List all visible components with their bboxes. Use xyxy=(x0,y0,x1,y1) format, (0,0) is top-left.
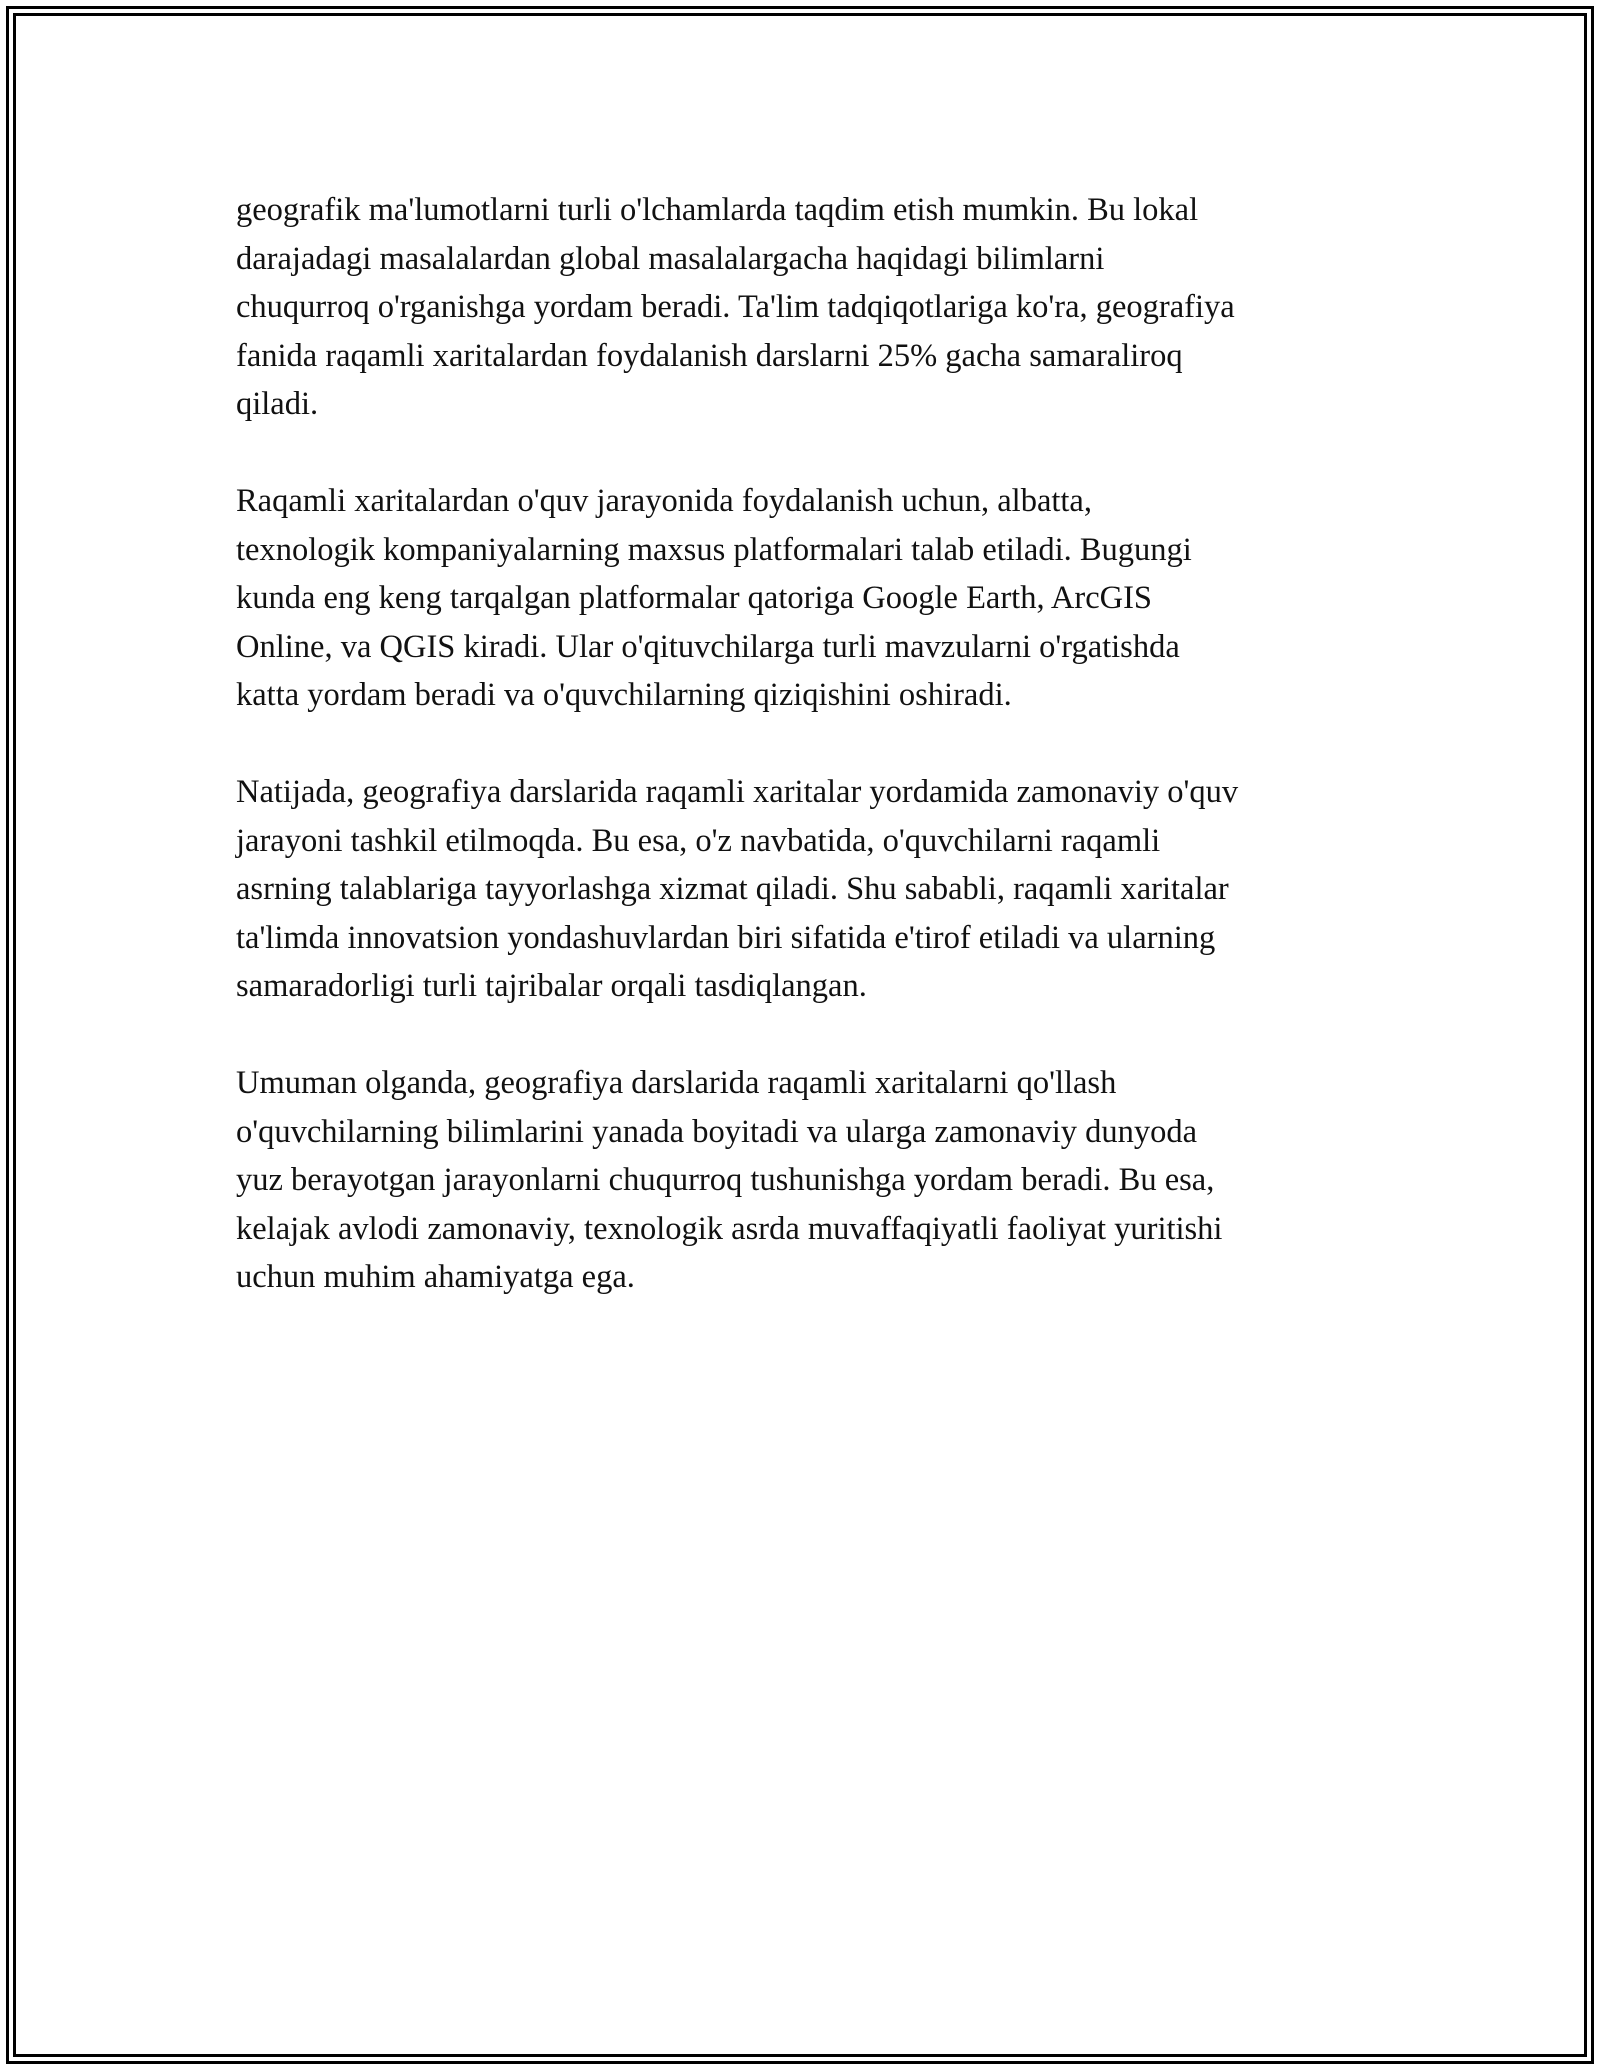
paragraph: Natijada, geografiya darslarida raqamli xaritalar yordamida zamonaviy o'quv jarayoni tashkil etilmoqda. Bu esa, o'z navbatida, o'quvchilarni raqamli asrning talablariga tayyorlashga xizmat qiladi. Shu sababli, raqamli xaritalar ta'limda innovatsion yondashuvlardan biri sifatida e'tirof etiladi va ularning samaradorligi turli tajribalar orqali tasdiqlangan. xyxy=(236,774,1239,1004)
paragraph: Umuman olganda, geografiya darslarida raqamli xaritalarni qo'llash o'quvchilarning bilimlarini yanada boyitadi va ularga zamonaviy dunyoda yuz berayotgan jarayonlarni chuqurroq tushunishga yordam beradi. Bu esa, kelajak avlodi zamonaviy, texnologik asrda muvaffaqiyatli faoliyat yuritishi uchun muhim ahamiyatga ega. xyxy=(236,1065,1223,1295)
document-body xyxy=(236,186,1376,1350)
paragraph: geografik ma'lumotlarni turli o'lchamlarda taqdim etish mumkin. Bu lokal darajadagi masalalardan global masalalargacha haqidagi bilimlarni chuqurroq o'rganishga yordam beradi. Ta'lim tadqiqotlariga ko'ra, geografiya fanida raqamli xaritalardan foydalanish darslarni 25% gacha samaraliroq qiladi. xyxy=(236,192,1235,422)
paragraph: Raqamli xaritalardan o'quv jarayonida foydalanish uchun, albatta, texnologik kompaniyalarning maxsus platformalari talab etiladi. Bugungi kunda eng keng tarqalgan platformalar qatoriga Google Earth, ArcGIS Online, va QGIS kiradi. Ular o'qituvchilarga turli mavzularni o'rgatishda katta yordam beradi va o'quvchilarning qiziqishini oshiradi. xyxy=(236,483,1192,713)
